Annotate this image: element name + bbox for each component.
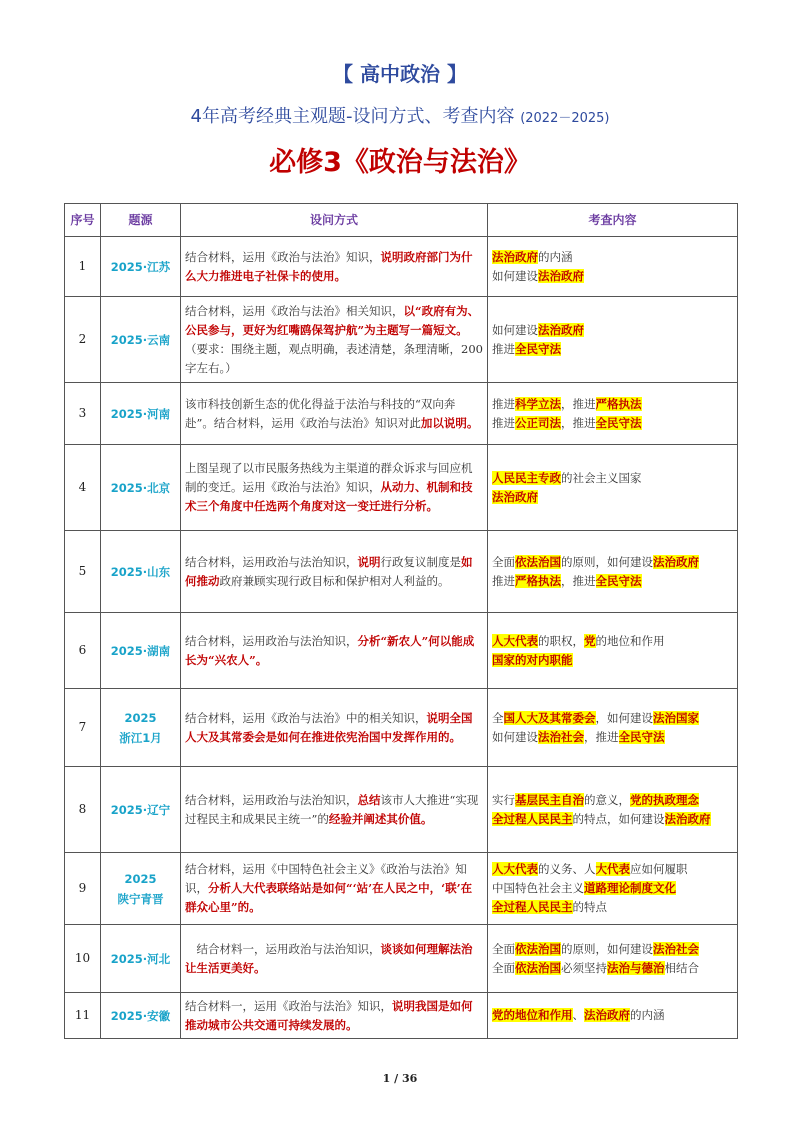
row-number: 5 bbox=[65, 531, 101, 613]
highlighted-term: 公正司法 bbox=[515, 415, 561, 430]
content-text: 推进 bbox=[492, 415, 515, 430]
row-content bbox=[488, 767, 738, 853]
document-title-text: 4年高考经典主观题-设问方式、考查内容 bbox=[190, 106, 515, 127]
highlighted-term: 法治政府 bbox=[492, 489, 538, 504]
source-line: 2025·江苏 bbox=[110, 259, 171, 274]
highlighted-term: 法治政府 bbox=[538, 322, 584, 337]
highlighted-term: 全过程人民民主 bbox=[492, 900, 573, 914]
highlighted-term: 法治社会 bbox=[653, 941, 699, 956]
content-text: 的特点，如何建设 bbox=[572, 811, 665, 826]
content-line bbox=[492, 791, 733, 810]
row-question bbox=[181, 297, 488, 383]
content-line bbox=[492, 959, 733, 978]
highlighted-term: 法治政府 bbox=[584, 1008, 630, 1022]
content-line bbox=[492, 898, 733, 917]
content-line bbox=[492, 488, 733, 507]
content-line bbox=[492, 395, 733, 414]
document-title bbox=[0, 102, 800, 128]
table-row bbox=[65, 383, 738, 445]
question-text: 政府兼顾实现行政目标和保护相对人利益的。 bbox=[219, 573, 450, 588]
row-source bbox=[101, 237, 181, 297]
highlighted-term: 基层民主自治 bbox=[515, 792, 584, 807]
content-text: ，推进 bbox=[561, 573, 596, 588]
header-question: 设问方式 bbox=[181, 204, 488, 237]
question-emphasis: 谈谈如何理解法治让生活更美好。 bbox=[185, 941, 473, 975]
question-table bbox=[64, 203, 738, 1039]
row-number: 6 bbox=[65, 613, 101, 689]
question-text: 结合材料，运用《政治与法治》中的相关知识， bbox=[185, 710, 427, 725]
content-line bbox=[492, 248, 733, 267]
row-question bbox=[181, 925, 488, 993]
row-question bbox=[181, 767, 488, 853]
row-number: 4 bbox=[65, 445, 101, 531]
highlighted-term: 国人大及其常委会 bbox=[503, 710, 596, 725]
content-text: 全面 bbox=[492, 554, 515, 569]
subject-heading: 【 高中政治 】 bbox=[333, 62, 467, 86]
content-text: 全 bbox=[492, 710, 504, 725]
highlighted-term: 全民守法 bbox=[595, 573, 642, 588]
content-text: 的社会主义国家 bbox=[561, 470, 642, 485]
source-line: 2025·云南 bbox=[110, 332, 171, 347]
row-source bbox=[101, 297, 181, 383]
row-question bbox=[181, 689, 488, 767]
content-line bbox=[492, 414, 733, 433]
question-text: 结合材料，运用《中国特色社会主义》《政治与法治》知识， bbox=[185, 862, 467, 895]
question-text: 该市人大推进“实现过程民主和成果民主统一”的 bbox=[185, 792, 479, 826]
content-text: 的地位和作用 bbox=[595, 633, 665, 648]
row-source bbox=[101, 689, 181, 767]
table-header-row bbox=[65, 204, 738, 237]
content-text: 的义务、人 bbox=[538, 862, 596, 876]
highlighted-term: 党的执政理念 bbox=[630, 792, 699, 807]
question-text: （要求：围绕主题，观点明确，表述清楚，条理清晰，200字左右。） bbox=[185, 341, 483, 375]
content-text: 的内涵 bbox=[630, 1008, 665, 1022]
content-text: 如何建设 bbox=[492, 729, 538, 744]
highlighted-term: 法治政府 bbox=[653, 554, 699, 569]
content-text: 、 bbox=[572, 1008, 584, 1022]
row-question bbox=[181, 445, 488, 531]
row-content bbox=[488, 383, 738, 445]
question-text: 结合材料一，运用政治与法治知识， bbox=[185, 941, 381, 956]
source-line: 2025·辽宁 bbox=[110, 802, 171, 817]
highlighted-term: 全民守法 bbox=[515, 341, 561, 356]
row-source bbox=[101, 993, 181, 1039]
content-line bbox=[492, 860, 733, 879]
row-source bbox=[101, 445, 181, 531]
table-row bbox=[65, 925, 738, 993]
table-row bbox=[65, 531, 738, 613]
content-text: ，推进 bbox=[561, 415, 596, 430]
content-text: 推进 bbox=[492, 341, 515, 356]
question-emphasis: 分析“新农人”何以能成长为“兴农人”。 bbox=[185, 633, 475, 667]
highlighted-term: 依法治国 bbox=[515, 960, 561, 975]
content-line bbox=[492, 728, 733, 747]
row-content bbox=[488, 297, 738, 383]
question-emphasis: 加以说明。 bbox=[420, 415, 479, 430]
source-line: 2025 bbox=[124, 871, 157, 886]
row-number: 3 bbox=[65, 383, 101, 445]
question-emphasis: 说明我国是如何推动城市公共交通可持续发展的。 bbox=[185, 998, 473, 1032]
question-emphasis: 经验并阐述其价值。 bbox=[328, 811, 433, 826]
highlighted-term: 法治国家 bbox=[653, 710, 699, 725]
question-text: 结合材料，运用《政治与法治》相关知识， bbox=[185, 303, 404, 318]
highlighted-term: 人民民主专政 bbox=[492, 470, 561, 485]
table-row bbox=[65, 993, 738, 1039]
highlighted-term: 人大代表 bbox=[492, 862, 538, 876]
highlighted-term: 严格执法 bbox=[515, 573, 561, 588]
table-row bbox=[65, 853, 738, 925]
page-number: 1 / 36 bbox=[382, 1072, 418, 1085]
row-number: 2 bbox=[65, 297, 101, 383]
row-source bbox=[101, 767, 181, 853]
source-line: 2025·山东 bbox=[110, 564, 171, 579]
content-text: 应如何履职 bbox=[630, 862, 688, 876]
year-range: (2022－2025) bbox=[520, 111, 610, 126]
question-text: 行政复议制度是 bbox=[380, 554, 461, 569]
highlighted-term: 大代表 bbox=[595, 862, 630, 876]
table-row bbox=[65, 445, 738, 531]
content-line bbox=[492, 553, 733, 572]
row-question bbox=[181, 237, 488, 297]
source-line: 陕宁青晋 bbox=[117, 891, 164, 906]
table-row bbox=[65, 767, 738, 853]
row-question bbox=[181, 853, 488, 925]
content-text: 如何建设 bbox=[492, 322, 538, 337]
row-question bbox=[181, 531, 488, 613]
question-emphasis: 总结 bbox=[357, 792, 381, 807]
highlighted-term: 法治社会 bbox=[538, 729, 584, 744]
highlighted-term: 国家的对内职能 bbox=[492, 652, 573, 667]
highlighted-term: 全民守法 bbox=[595, 415, 642, 430]
content-line bbox=[492, 709, 733, 728]
question-emphasis: 分析人大代表联络站是如何“‘站’在人民之中，‘联’在群众心里”的。 bbox=[185, 881, 473, 914]
table-row bbox=[65, 237, 738, 297]
highlighted-term: 人大代表 bbox=[492, 633, 538, 648]
row-question bbox=[181, 993, 488, 1039]
content-text: ，如何建设 bbox=[595, 710, 653, 725]
row-content bbox=[488, 993, 738, 1039]
highlighted-term: 法治政府 bbox=[492, 249, 538, 264]
row-content bbox=[488, 237, 738, 297]
content-text: 的原则，如何建设 bbox=[561, 941, 653, 956]
row-source bbox=[101, 383, 181, 445]
highlighted-term: 全过程人民民主 bbox=[492, 811, 573, 826]
question-text: 上图呈现了以市民服务热线为主渠道的群众诉求与回应机制的变迁。运用《政治与法治》知识， bbox=[185, 461, 473, 494]
row-content bbox=[488, 445, 738, 531]
highlighted-term: 法治政府 bbox=[664, 811, 711, 826]
question-text: 结合材料，运用政治与法治知识， bbox=[185, 792, 358, 807]
content-line bbox=[492, 321, 733, 340]
question-text: 该市科技创新生态的优化得益于法治与科技的“双向奔赴”。结合材料，运用《政治与法治》知识对此 bbox=[185, 396, 456, 430]
content-line bbox=[492, 1006, 733, 1025]
source-line: 2025·湖南 bbox=[110, 643, 171, 658]
highlighted-term: 依法治国 bbox=[515, 554, 561, 569]
content-text: 的意义， bbox=[584, 792, 630, 807]
content-text: 的特点 bbox=[572, 900, 607, 914]
question-emphasis: 从动力、机制和技术三个角度中任选两个角度对这一变迁进行分析。 bbox=[185, 480, 473, 513]
row-question bbox=[181, 613, 488, 689]
row-content bbox=[488, 853, 738, 925]
question-text: 结合材料一，运用《政治与法治》知识， bbox=[185, 998, 392, 1013]
content-text: 全面 bbox=[492, 960, 515, 975]
content-text: 必须坚持 bbox=[561, 960, 607, 975]
content-text: 如何建设 bbox=[492, 268, 538, 283]
content-text: ，推进 bbox=[561, 396, 596, 411]
row-number: 9 bbox=[65, 853, 101, 925]
highlighted-term: 法治与德治 bbox=[607, 960, 665, 975]
row-number: 11 bbox=[65, 993, 101, 1039]
content-line bbox=[492, 267, 733, 286]
content-text: 实行 bbox=[492, 792, 515, 807]
header-source: 题源 bbox=[101, 204, 181, 237]
content-line bbox=[492, 940, 733, 959]
table-row bbox=[65, 613, 738, 689]
content-text: 相结合 bbox=[664, 960, 699, 975]
content-text: ，推进 bbox=[584, 729, 619, 744]
question-text: 结合材料，运用政治与法治知识， bbox=[185, 554, 358, 569]
source-line: 2025 bbox=[124, 710, 157, 725]
content-line bbox=[492, 651, 733, 670]
content-line bbox=[492, 572, 733, 591]
row-content bbox=[488, 531, 738, 613]
header-no: 序号 bbox=[65, 204, 101, 237]
question-emphasis: 如何推动 bbox=[185, 554, 473, 588]
source-line: 2025·北京 bbox=[110, 480, 171, 495]
source-line: 浙江1月 bbox=[119, 730, 162, 745]
row-source bbox=[101, 853, 181, 925]
content-text: 推进 bbox=[492, 396, 515, 411]
row-number: 1 bbox=[65, 237, 101, 297]
row-number: 8 bbox=[65, 767, 101, 853]
table-row bbox=[65, 689, 738, 767]
row-source bbox=[101, 531, 181, 613]
question-emphasis: 说明全国人大及其常委会是如何在推进依宪治国中发挥作用的。 bbox=[185, 710, 473, 744]
row-question bbox=[181, 383, 488, 445]
content-text: 的内涵 bbox=[538, 249, 573, 264]
source-line: 2025·河北 bbox=[110, 951, 171, 966]
content-line bbox=[492, 879, 733, 898]
table-row bbox=[65, 297, 738, 383]
content-text: 中国特色社会主义 bbox=[492, 881, 584, 895]
highlighted-term: 党 bbox=[584, 633, 596, 648]
question-text: 结合材料，运用《政治与法治》知识， bbox=[185, 249, 381, 264]
content-line bbox=[492, 469, 733, 488]
highlighted-term: 道路理论制度文化 bbox=[584, 881, 676, 895]
content-text: 的职权， bbox=[538, 633, 584, 648]
content-text: 的原则，如何建设 bbox=[561, 554, 653, 569]
content-line bbox=[492, 340, 733, 359]
highlighted-term: 严格执法 bbox=[595, 396, 642, 411]
question-emphasis: 以“政府有为、公民参与，更好为红嘴鸥保驾护航”为主题写一篇短文。 bbox=[185, 303, 480, 337]
question-text: 结合材料，运用政治与法治知识， bbox=[185, 633, 358, 648]
book-title: 必修3《政治与法治》 bbox=[269, 147, 531, 178]
highlighted-term: 法治政府 bbox=[538, 268, 584, 283]
question-emphasis: 说明政府部门为什么大力推进电子社保卡的使用。 bbox=[185, 249, 473, 283]
question-emphasis: 说明 bbox=[357, 554, 381, 569]
highlighted-term: 全民守法 bbox=[618, 729, 665, 744]
highlighted-term: 党的地位和作用 bbox=[492, 1008, 573, 1022]
source-line: 2025·河南 bbox=[110, 406, 171, 421]
row-content bbox=[488, 613, 738, 689]
highlighted-term: 科学立法 bbox=[515, 396, 561, 411]
row-number: 10 bbox=[65, 925, 101, 993]
row-number: 7 bbox=[65, 689, 101, 767]
content-text: 推进 bbox=[492, 573, 515, 588]
highlighted-term: 依法治国 bbox=[515, 941, 561, 956]
row-content bbox=[488, 925, 738, 993]
content-text: 全面 bbox=[492, 941, 515, 956]
row-content bbox=[488, 689, 738, 767]
row-source bbox=[101, 925, 181, 993]
content-line bbox=[492, 632, 733, 651]
row-source bbox=[101, 613, 181, 689]
header-content: 考查内容 bbox=[488, 204, 738, 237]
content-line bbox=[492, 810, 733, 829]
source-line: 2025·安徽 bbox=[110, 1008, 171, 1023]
